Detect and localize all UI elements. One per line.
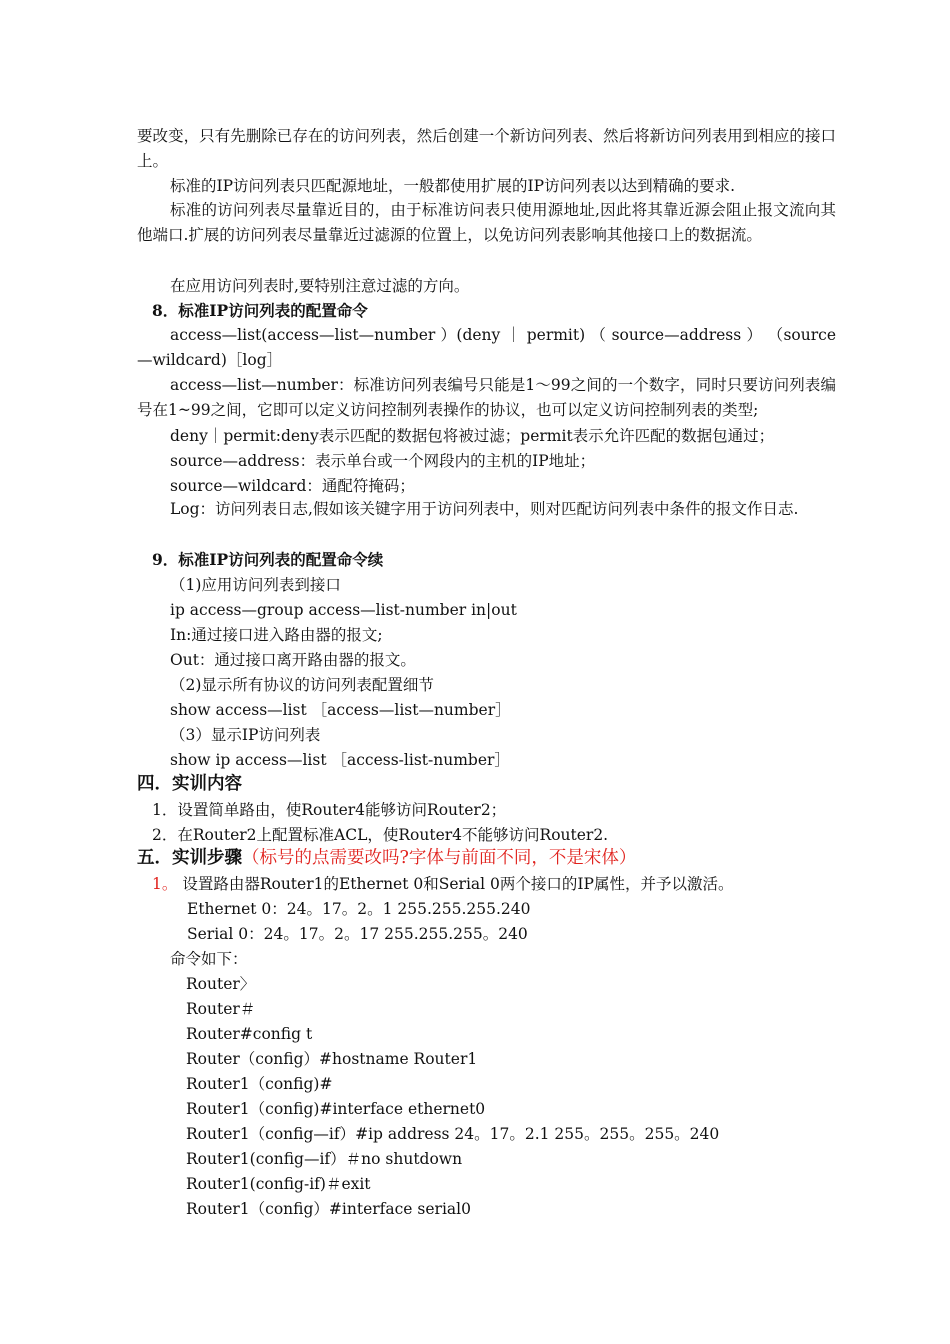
command-line: Router#config t xyxy=(186,1025,313,1043)
section-5-title: 五．实训步骤 xyxy=(137,848,242,868)
sec9-line-8: show ip access—list ［access-list-number］ xyxy=(170,751,510,769)
section-9-heading: 9．标准IP访问列表的配置命令续 xyxy=(152,550,384,569)
section-4-heading: 四．实训内容 xyxy=(137,774,242,794)
sec9-line-5: （2)显示所有协议的访问列表配置细节 xyxy=(170,676,434,694)
command-line: Router＃ xyxy=(186,1000,256,1018)
command-line: Router〉 xyxy=(186,975,256,993)
sec9-line-7: （3）显示IP访问列表 xyxy=(170,726,321,744)
command-line: Router1(config-if)＃exit xyxy=(186,1175,371,1193)
intro-paragraph-2: 标准的IP访问列表只匹配源地址，一般都使用扩展的IP访问列表以达到精确的要求. xyxy=(170,177,736,195)
serial0-address: Serial 0：24。17。2。17 255.255.255。240 xyxy=(187,925,528,943)
source-address-description: source—address：表示单台或一个网段内的主机的IP地址； xyxy=(170,452,596,470)
sec9-line-6: show access—list ［access—list—number］ xyxy=(170,701,511,719)
command-line: Router1（config)#interface ethernet0 xyxy=(186,1100,486,1118)
intro-paragraph-3: 标准的访问列表尽量靠近目的，由于标准访问表只使用源地址,因此将其靠近源会阻止报文流向其他端口.扩展的访问列表尽量靠近过滤源的位置上，以免访问列表影响其他接口上的数据流。 xyxy=(137,201,836,244)
step-1-number: 1。 xyxy=(152,875,178,893)
command-line: Router（config）#hostname Router1 xyxy=(186,1050,478,1068)
deny-permit-description: deny｜permit:deny表示匹配的数据包将被过滤；permit表示允许匹配的数据包通过； xyxy=(170,427,775,445)
section-8-heading: 8．标准IP访问列表的配置命令 xyxy=(152,301,368,320)
command-line: Router1（config）#interface serial0 xyxy=(186,1200,471,1218)
sec9-line-3: In:通过接口进入路由器的报文; xyxy=(170,626,383,644)
command-line: Router1（config)# xyxy=(186,1075,333,1093)
step-1-text: 设置路由器Router1的Ethernet 0和Serial 0两个接口的IP属性，并予以激活。 xyxy=(182,875,734,893)
editor-note: （标号的点需要改吗?字体与前面不同，不是宋体） xyxy=(242,848,637,868)
intro-paragraph-1: 要改变，只有先删除已存在的访问列表，然后创建一个新访问列表、然后将新访问列表用到相应的接口上。 xyxy=(137,127,836,170)
log-description: Log：访问列表日志,假如该关键字用于访问列表中，则对匹配访问列表中条件的报文作日志. xyxy=(170,500,799,518)
acl-number-description: access—list—number：标准访问列表编号只能是1～99之间的一个数字，同时只要访问列表编号在1~99之间，它即可以定义访问控制列表操作的协议，也可以定义访问控制列表的类型; xyxy=(137,376,836,419)
sec4-item-1: 1．设置简单路由，使Router4能够访问Router2； xyxy=(152,801,507,819)
step-1 xyxy=(152,874,733,894)
source-wildcard-description: source—wildcard：通配符掩码； xyxy=(170,477,415,495)
intro-paragraph-4: 在应用访问列表时,要特别注意过滤的方向。 xyxy=(170,277,470,295)
section-5-heading xyxy=(137,848,636,868)
sec9-line-4: Out：通过接口离开路由器的报文。 xyxy=(170,651,416,669)
sec4-item-2: 2．在Router2上配置标准ACL，使Router4不能够访问Router2. xyxy=(152,826,609,844)
sec9-line-1: （1)应用访问列表到接口 xyxy=(170,576,341,594)
sec9-line-2: ip access—group access—list-number in|out xyxy=(170,601,517,619)
command-line: Router1（config—if）#ip address 24。17。2.1 255。255。255。240 xyxy=(186,1125,720,1143)
command-line: Router1(config—if）＃no shutdown xyxy=(186,1150,463,1168)
ethernet0-address: Ethernet 0：24。17。2。1 255.255.255.240 xyxy=(187,900,531,918)
commands-label: 命令如下： xyxy=(170,950,248,968)
acl-command-syntax: access—list(access—list—number ）(deny ｜ permit) （ source—address ） （source—wildcard)［log］ xyxy=(137,326,836,369)
